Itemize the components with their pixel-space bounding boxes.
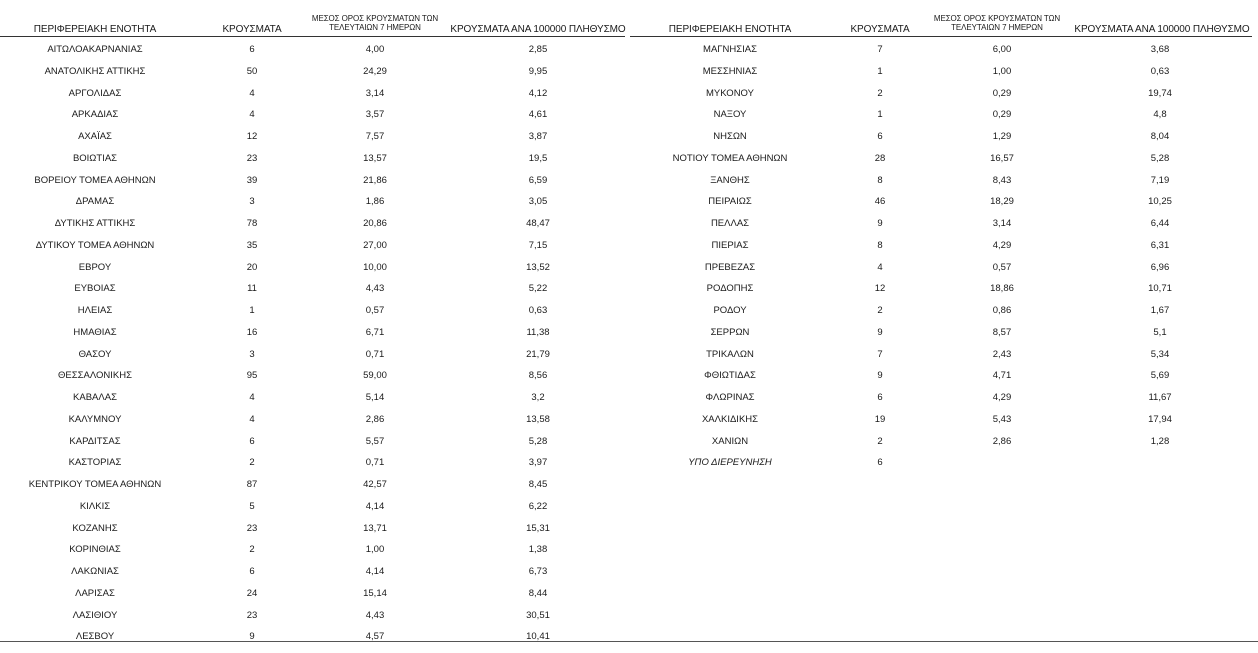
- cell-cases: 35: [246, 239, 258, 251]
- table-row: [0, 126, 625, 148]
- cell-avg7: 1,00: [365, 544, 385, 556]
- table-row: [630, 235, 1252, 257]
- cell-per100k: 5,1: [1153, 326, 1167, 338]
- table-row: [0, 431, 625, 453]
- cell-avg7: 1,86: [365, 196, 385, 208]
- cell-per100k: 19,74: [1148, 87, 1172, 99]
- cell-per100k: 6,73: [528, 566, 548, 577]
- cell-cases: 9: [877, 370, 883, 382]
- table-row: [0, 300, 625, 322]
- cell-avg7: 13,71: [363, 522, 387, 534]
- cell-per100k: 4,8: [1153, 109, 1167, 121]
- cell-cases: 11: [247, 283, 257, 295]
- cell-cases: 1: [877, 65, 883, 77]
- cell-cases: 6: [877, 131, 883, 142]
- cell-cases: 50: [246, 65, 258, 77]
- cell-per100k: 30,51: [526, 609, 550, 621]
- cell-per100k: 3,68: [1150, 44, 1170, 55]
- table-row: [0, 365, 625, 387]
- cell-cases: 3: [249, 348, 255, 360]
- table-row: [0, 235, 625, 257]
- cell-avg7: 4,57: [365, 631, 385, 643]
- table-row: [0, 409, 625, 431]
- cell-cases: 2: [249, 457, 255, 469]
- cell-per100k: 17,94: [1148, 413, 1172, 425]
- cell-cases: 19: [874, 413, 886, 425]
- cell-cases: 95: [246, 370, 258, 382]
- cell-cases: 78: [246, 218, 258, 229]
- cell-cases: 5: [249, 500, 255, 512]
- cell-per100k: 4,61: [528, 109, 548, 121]
- cell-region: ΘΕΣΣΑΛΟΝΙΚΗΣ: [58, 370, 132, 382]
- cell-avg7: 1,29: [992, 131, 1012, 142]
- cell-per100k: 10,71: [1148, 283, 1172, 295]
- cell-cases: 6: [249, 44, 255, 55]
- cell-per100k: 6,31: [1150, 239, 1170, 251]
- cell-cases: 7: [877, 44, 883, 55]
- cell-region: ΡΟΔΟΠΗΣ: [706, 283, 754, 295]
- table-row: [0, 474, 625, 496]
- cell-avg7: 4,29: [992, 392, 1012, 403]
- header-region: ΠΕΡΙΦΕΡΕΙΑΚΗ ΕΝΟΤΗΤΑ: [33, 24, 157, 35]
- cell-avg7: 24,29: [363, 65, 387, 77]
- table-row: [0, 452, 625, 474]
- table-row: [0, 257, 625, 279]
- cell-per100k: 5,28: [1150, 152, 1170, 164]
- cell-avg7: 8,57: [992, 326, 1012, 338]
- header-avg7-line1: ΜΕΣΟΣ ΟΡΟΣ ΚΡΟΥΣΜΑΤΩΝ ΤΩΝ: [933, 14, 1061, 23]
- cell-region: ΔΡΑΜΑΣ: [75, 196, 115, 208]
- cell-cases: 4: [249, 392, 255, 403]
- cell-avg7: 4,29: [992, 239, 1012, 251]
- cell-region: ΛΑΚΩΝΙΑΣ: [71, 566, 119, 577]
- cell-per100k: 3,97: [528, 457, 548, 469]
- cell-per100k: 19,5: [528, 152, 548, 164]
- table-row: [0, 191, 625, 213]
- cell-per100k: 0,63: [1150, 65, 1170, 77]
- cell-cases: 16: [246, 326, 258, 338]
- cell-per100k: 0,63: [528, 305, 548, 316]
- cell-region: ΞΑΝΘΗΣ: [710, 174, 750, 186]
- cell-cases: 2: [877, 87, 883, 99]
- cell-avg7: 8,43: [992, 174, 1012, 186]
- cell-avg7: 18,29: [990, 196, 1014, 208]
- cell-per100k: 6,96: [1150, 261, 1170, 273]
- cell-region: ΧΑΝΙΩΝ: [711, 435, 749, 447]
- table-row: [0, 626, 625, 648]
- cell-avg7: 2,86: [992, 435, 1012, 447]
- table-row: [630, 431, 1252, 453]
- cell-cases: 4: [249, 109, 255, 121]
- table-row: [630, 365, 1252, 387]
- cell-avg7: 59,00: [363, 370, 387, 382]
- cell-region: ΠΡΕΒΕΖΑΣ: [704, 261, 756, 273]
- cell-avg7: 0,57: [365, 305, 385, 316]
- header-cases: ΚΡΟΥΣΜΑΤΑ: [850, 24, 910, 35]
- cell-avg7: 0,29: [992, 109, 1012, 121]
- right-rows: [630, 39, 1252, 474]
- cell-region: ΚΑΒΑΛΑΣ: [73, 392, 117, 403]
- cell-avg7: 16,57: [990, 152, 1014, 164]
- cell-cases: 4: [249, 413, 255, 425]
- cell-region: ΘΑΣΟΥ: [78, 348, 112, 360]
- table-row: [630, 452, 1252, 474]
- cell-per100k: 8,04: [1150, 131, 1170, 142]
- cell-per100k: 6,59: [528, 174, 548, 186]
- cell-avg7: 3,14: [365, 87, 385, 99]
- table-row: [0, 322, 625, 344]
- cell-per100k: 1,28: [1150, 435, 1170, 447]
- cell-avg7: 7,57: [365, 131, 385, 142]
- cell-cases: 46: [874, 196, 886, 208]
- cell-region: ΝΗΣΩΝ: [713, 131, 747, 142]
- table-row: [630, 126, 1252, 148]
- cell-region: ΡΟΔΟΥ: [713, 305, 747, 316]
- cell-avg7: 3,14: [992, 218, 1012, 229]
- header-avg7-line2: ΤΕΛΕΥΤΑΙΩΝ 7 ΗΜΕΡΩΝ: [951, 23, 1043, 32]
- cell-avg7: 0,57: [992, 261, 1012, 273]
- cell-per100k: 10,25: [1148, 196, 1172, 208]
- cell-region: ΑΧΑΪΑΣ: [78, 131, 112, 142]
- cell-per100k: 11,67: [1148, 392, 1172, 403]
- cell-avg7: 18,86: [990, 283, 1014, 295]
- cell-cases: 8: [877, 239, 883, 251]
- cell-per100k: 3,05: [528, 196, 548, 208]
- cell-region: ΗΜΑΘΙΑΣ: [73, 326, 117, 338]
- cell-region: ΛΑΣΙΘΙΟΥ: [72, 609, 118, 621]
- cell-region: ΜΕΣΣΗΝΙΑΣ: [702, 65, 758, 77]
- table-row: [0, 170, 625, 192]
- cell-avg7: 2,43: [992, 348, 1012, 360]
- cell-avg7: 21,86: [363, 174, 387, 186]
- cell-cases: 9: [877, 326, 883, 338]
- cell-cases: 23: [246, 152, 258, 164]
- cell-cases: 1: [249, 305, 255, 316]
- cell-per100k: 4,12: [528, 87, 548, 99]
- cell-region: ΚΟΖΑΝΗΣ: [72, 522, 118, 534]
- cell-per100k: 48,47: [526, 218, 550, 229]
- cell-avg7: 4,14: [365, 500, 385, 512]
- cell-region: ΜΥΚΟΝΟΥ: [706, 87, 754, 99]
- cell-region: ΛΕΣΒΟΥ: [75, 631, 115, 643]
- cell-avg7: 0,86: [992, 305, 1012, 316]
- cell-cases: 20: [246, 261, 258, 273]
- cell-region: ΚΕΝΤΡΙΚΟΥ ΤΟΜΕΑ ΑΘΗΝΩΝ: [28, 479, 162, 490]
- cell-avg7: 4,71: [992, 370, 1012, 382]
- cell-region: ΦΛΩΡΙΝΑΣ: [705, 392, 755, 403]
- table-row: [630, 170, 1252, 192]
- cell-cases: 87: [246, 479, 258, 490]
- table-row: [630, 322, 1252, 344]
- table-row: [0, 148, 625, 170]
- cell-per100k: 21,79: [526, 348, 550, 360]
- cell-per100k: 3,87: [528, 131, 548, 142]
- table-row: [0, 213, 625, 235]
- cell-per100k: 11,38: [526, 326, 550, 338]
- cell-region: ΑΡΚΑΔΙΑΣ: [71, 109, 119, 121]
- header-rule: [630, 36, 1252, 37]
- table-row: [0, 104, 625, 126]
- table-row: [0, 61, 625, 83]
- cell-region: ΑΝΑΤΟΛΙΚΗΣ ΑΤΤΙΚΗΣ: [44, 65, 146, 77]
- cell-avg7: 27,00: [363, 239, 387, 251]
- cell-region: ΣΕΡΡΩΝ: [710, 326, 750, 338]
- cell-cases: 1: [877, 109, 883, 121]
- cell-avg7: 10,00: [363, 261, 387, 273]
- table-row: [0, 83, 625, 105]
- cell-cases: 12: [246, 131, 258, 142]
- table-row: [0, 387, 625, 409]
- header-avg7: [922, 14, 1072, 32]
- cell-per100k: 10,41: [526, 631, 550, 643]
- cell-region: ΚΟΡΙΝΘΙΑΣ: [69, 544, 121, 556]
- table-row: [630, 148, 1252, 170]
- cell-avg7: 42,57: [363, 479, 387, 490]
- cell-per100k: 5,69: [1150, 370, 1170, 382]
- cell-cases: 9: [877, 218, 883, 229]
- table-row: [0, 278, 625, 300]
- table-row: [630, 39, 1252, 61]
- cell-region: ΔΥΤΙΚΟΥ ΤΟΜΕΑ ΑΘΗΝΩΝ: [35, 239, 155, 251]
- cell-region: ΠΕΛΛΑΣ: [710, 218, 750, 229]
- cell-avg7: 5,57: [365, 435, 385, 447]
- header-avg7: [300, 14, 450, 32]
- cell-per100k: 9,95: [528, 65, 548, 77]
- bottom-rule: [0, 641, 1258, 642]
- cell-region: ΝΑΞΟΥ: [713, 109, 747, 121]
- header-per100k: ΚΡΟΥΣΜΑΤΑ ΑΝΑ 100000 ΠΛΗΘΥΣΜΟ: [1074, 24, 1250, 35]
- cell-region: ΚΑΛΥΜΝΟΥ: [68, 413, 122, 425]
- cell-cases: 8: [877, 174, 883, 186]
- cell-cases: 23: [246, 609, 258, 621]
- cell-cases: 7: [877, 348, 883, 360]
- cell-region: ΝΟΤΙΟΥ ΤΟΜΕΑ ΑΘΗΝΩΝ: [672, 152, 788, 164]
- cell-cases: 6: [877, 457, 883, 469]
- cell-avg7: 4,00: [365, 44, 385, 55]
- header-avg7-line2: ΤΕΛΕΥΤΑΙΩΝ 7 ΗΜΕΡΩΝ: [329, 23, 421, 32]
- header-rule: [0, 36, 625, 37]
- cell-region: ΑΡΓΟΛΙΔΑΣ: [68, 87, 122, 99]
- cell-avg7: 5,43: [992, 413, 1012, 425]
- cell-region: ΦΘΙΩΤΙΔΑΣ: [704, 370, 756, 382]
- cell-avg7: 13,57: [363, 152, 387, 164]
- cell-per100k: 5,34: [1150, 348, 1170, 360]
- cell-per100k: 15,31: [526, 522, 550, 534]
- table-row: [0, 539, 625, 561]
- cell-region: ΕΥΒΟΙΑΣ: [74, 283, 116, 295]
- table-row: [630, 409, 1252, 431]
- cell-region: ΔΥΤΙΚΗΣ ΑΤΤΙΚΗΣ: [54, 218, 136, 229]
- table-row: [0, 344, 625, 366]
- table-row: [0, 583, 625, 605]
- header-per100k: ΚΡΟΥΣΜΑΤΑ ΑΝΑ 100000 ΠΛΗΘΥΣΜΟ: [450, 24, 626, 35]
- cell-region: ΚΑΡΔΙΤΣΑΣ: [69, 435, 121, 447]
- cell-cases: 2: [877, 305, 883, 316]
- cell-region: ΑΙΤΩΛΟΑΚΑΡΝΑΝΙΑΣ: [47, 44, 143, 55]
- cell-per100k: 8,45: [528, 479, 548, 490]
- cell-avg7: 4,14: [365, 566, 385, 577]
- cell-avg7: 15,14: [363, 587, 387, 599]
- cell-cases: 9: [249, 631, 255, 643]
- cell-cases: 4: [877, 261, 883, 273]
- cell-avg7: 0,71: [365, 457, 385, 469]
- cell-region: ΤΡΙΚΑΛΩΝ: [706, 348, 754, 360]
- cell-cases: 24: [246, 587, 258, 599]
- table-row: [630, 344, 1252, 366]
- header-avg7-line1: ΜΕΣΟΣ ΟΡΟΣ ΚΡΟΥΣΜΑΤΩΝ ΤΩΝ: [311, 14, 439, 23]
- cell-region: ΠΙΕΡΙΑΣ: [711, 239, 749, 251]
- cell-per100k: 8,56: [528, 370, 548, 382]
- header-cases: ΚΡΟΥΣΜΑΤΑ: [222, 24, 282, 35]
- cell-region: ΚΑΣΤΟΡΙΑΣ: [68, 457, 122, 469]
- cell-region: ΧΑΛΚΙΔΙΚΗΣ: [701, 413, 759, 425]
- table-row: [630, 213, 1252, 235]
- cell-per100k: 7,19: [1150, 174, 1170, 186]
- table-row: [630, 300, 1252, 322]
- cell-region: ΒΟΡΕΙΟΥ ΤΟΜΕΑ ΑΘΗΝΩΝ: [34, 174, 156, 186]
- cell-per100k: 6,22: [528, 500, 548, 512]
- cell-avg7: 3,57: [365, 109, 385, 121]
- table-row: [630, 61, 1252, 83]
- cell-per100k: 6,44: [1150, 218, 1170, 229]
- cell-region: ΚΙΛΚΙΣ: [79, 500, 111, 512]
- cell-region: ΒΟΙΩΤΙΑΣ: [72, 152, 118, 164]
- cell-avg7: 0,71: [365, 348, 385, 360]
- left-rows: [0, 39, 625, 648]
- cell-avg7: 2,86: [365, 413, 385, 425]
- cell-per100k: 2,85: [528, 44, 548, 55]
- cell-cases: 12: [874, 283, 886, 295]
- cell-per100k: 1,38: [528, 544, 548, 556]
- table-row: [0, 39, 625, 61]
- cell-avg7: 5,14: [365, 392, 385, 403]
- cell-per100k: 13,52: [526, 261, 550, 273]
- cell-cases: 2: [877, 435, 883, 447]
- table-row: [0, 496, 625, 518]
- cell-avg7: 4,43: [365, 283, 385, 295]
- table-row: [630, 387, 1252, 409]
- cell-cases: 6: [877, 392, 883, 403]
- cell-cases: 6: [249, 435, 255, 447]
- cell-cases: 2: [249, 544, 255, 556]
- cell-avg7: 20,86: [363, 218, 387, 229]
- table-row: [0, 518, 625, 540]
- cell-cases: 3: [249, 196, 255, 208]
- cell-cases: 23: [246, 522, 258, 534]
- cell-region: ΠΕΙΡΑΙΩΣ: [708, 196, 752, 208]
- table-row: [630, 257, 1252, 279]
- cell-avg7: 0,29: [992, 87, 1012, 99]
- cell-per100k: 8,44: [528, 587, 548, 599]
- cell-cases: 6: [249, 566, 255, 577]
- cell-per100k: 5,28: [528, 435, 548, 447]
- cell-avg7: 6,71: [365, 326, 385, 338]
- table-row: [630, 191, 1252, 213]
- cell-region: ΛΑΡΙΣΑΣ: [75, 587, 115, 599]
- cell-cases: 4: [249, 87, 255, 99]
- cell-per100k: 1,67: [1150, 305, 1170, 316]
- cell-region: ΗΛΕΙΑΣ: [77, 305, 113, 316]
- cell-region: ΕΒΡΟΥ: [78, 261, 112, 273]
- table-row: [630, 83, 1252, 105]
- table-row: [0, 605, 625, 627]
- cell-avg7: 1,00: [992, 65, 1012, 77]
- header-region: ΠΕΡΙΦΕΡΕΙΑΚΗ ΕΝΟΤΗΤΑ: [668, 24, 792, 35]
- cell-region: ΥΠΟ ΔΙΕΡΕΥΝΗΣΗ: [688, 457, 772, 469]
- cell-region: ΜΑΓΝΗΣΙΑΣ: [703, 44, 757, 55]
- cell-cases: 28: [874, 152, 886, 164]
- cell-per100k: 3,2: [531, 392, 545, 403]
- table-row: [630, 278, 1252, 300]
- cell-cases: 39: [246, 174, 258, 186]
- cell-per100k: 5,22: [528, 283, 548, 295]
- cell-avg7: 4,43: [365, 609, 385, 621]
- cell-avg7: 6,00: [992, 44, 1012, 55]
- cell-per100k: 13,58: [526, 413, 550, 425]
- table-row: [0, 561, 625, 583]
- cell-per100k: 7,15: [528, 239, 548, 251]
- table-row: [630, 104, 1252, 126]
